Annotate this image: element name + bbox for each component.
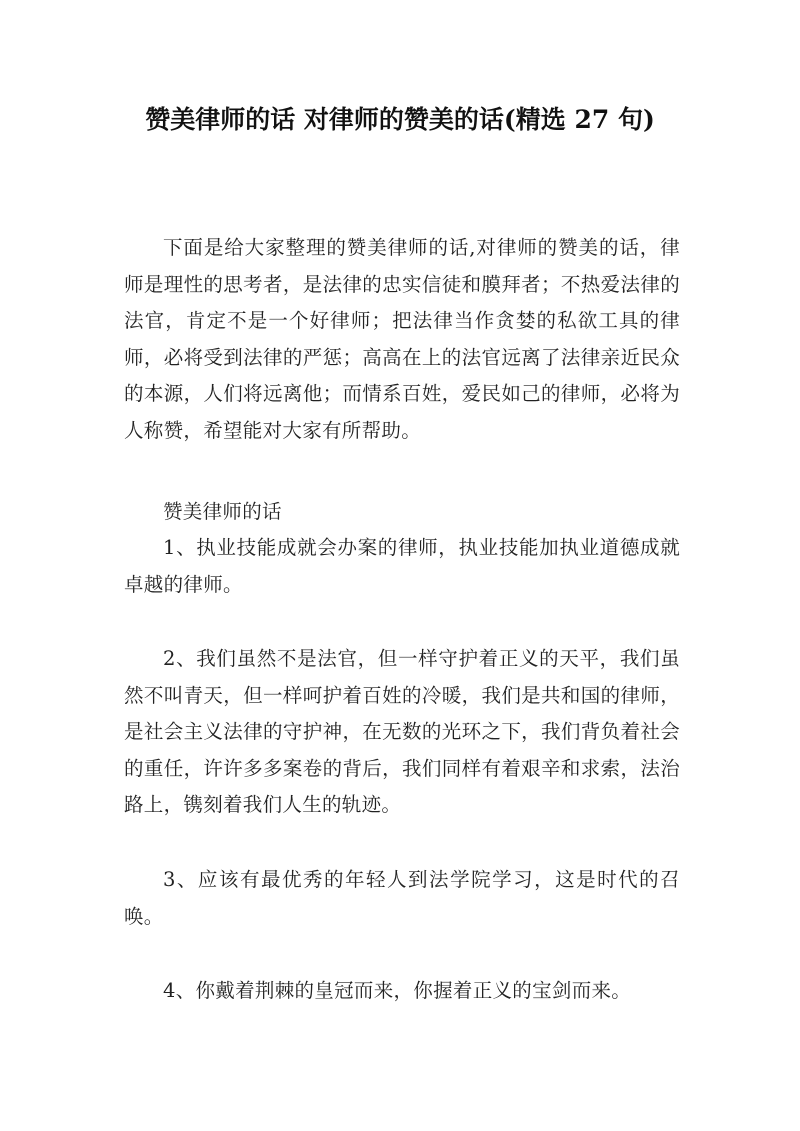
list-item: 3、应该有最优秀的年轻人到法学院学习，这是时代的召唤。 [124, 868, 680, 928]
document-title: 赞美律师的话 对律师的赞美的话(精选 27 句) [145, 105, 655, 134]
intro-paragraph: 下面是给大家整理的赞美律师的话,对律师的赞美的话，律师是理性的思考者，是法律的忠实信徒和膜拜者；不热爱法律的法官，肯定不是一个好律师；把法律当作贪婪的私欲工具的律师，必将受到法律的严惩；高高在上的法官远离了法律亲近民众的本源，人们将远离他；而情系百姓，爱民如己的律师，必将为人称赞，希望能对大家有所帮助。 [124, 236, 680, 442]
list-item: 4、你戴着荆棘的皇冠而来，你握着正义的宝剑而来。 [163, 979, 632, 1002]
list-item: 1、执业技能成就会办案的律师，执业技能加执业道德成就卓越的律师。 [124, 536, 680, 596]
section-heading: 赞美律师的话 [163, 500, 282, 523]
list-item: 2、我们虽然不是法官，但一样守护着正义的天平，我们虽然不叫青天，但一样呵护着百姓的冷暖，我们是共和国的律师，是社会主义法律的守护神，在无数的光环之下，我们背负着社会的重任，许许多多案卷的背后，我们同样有着艰辛和求索，法治路上，镌刻着我们人生的轨迹。 [124, 647, 680, 816]
